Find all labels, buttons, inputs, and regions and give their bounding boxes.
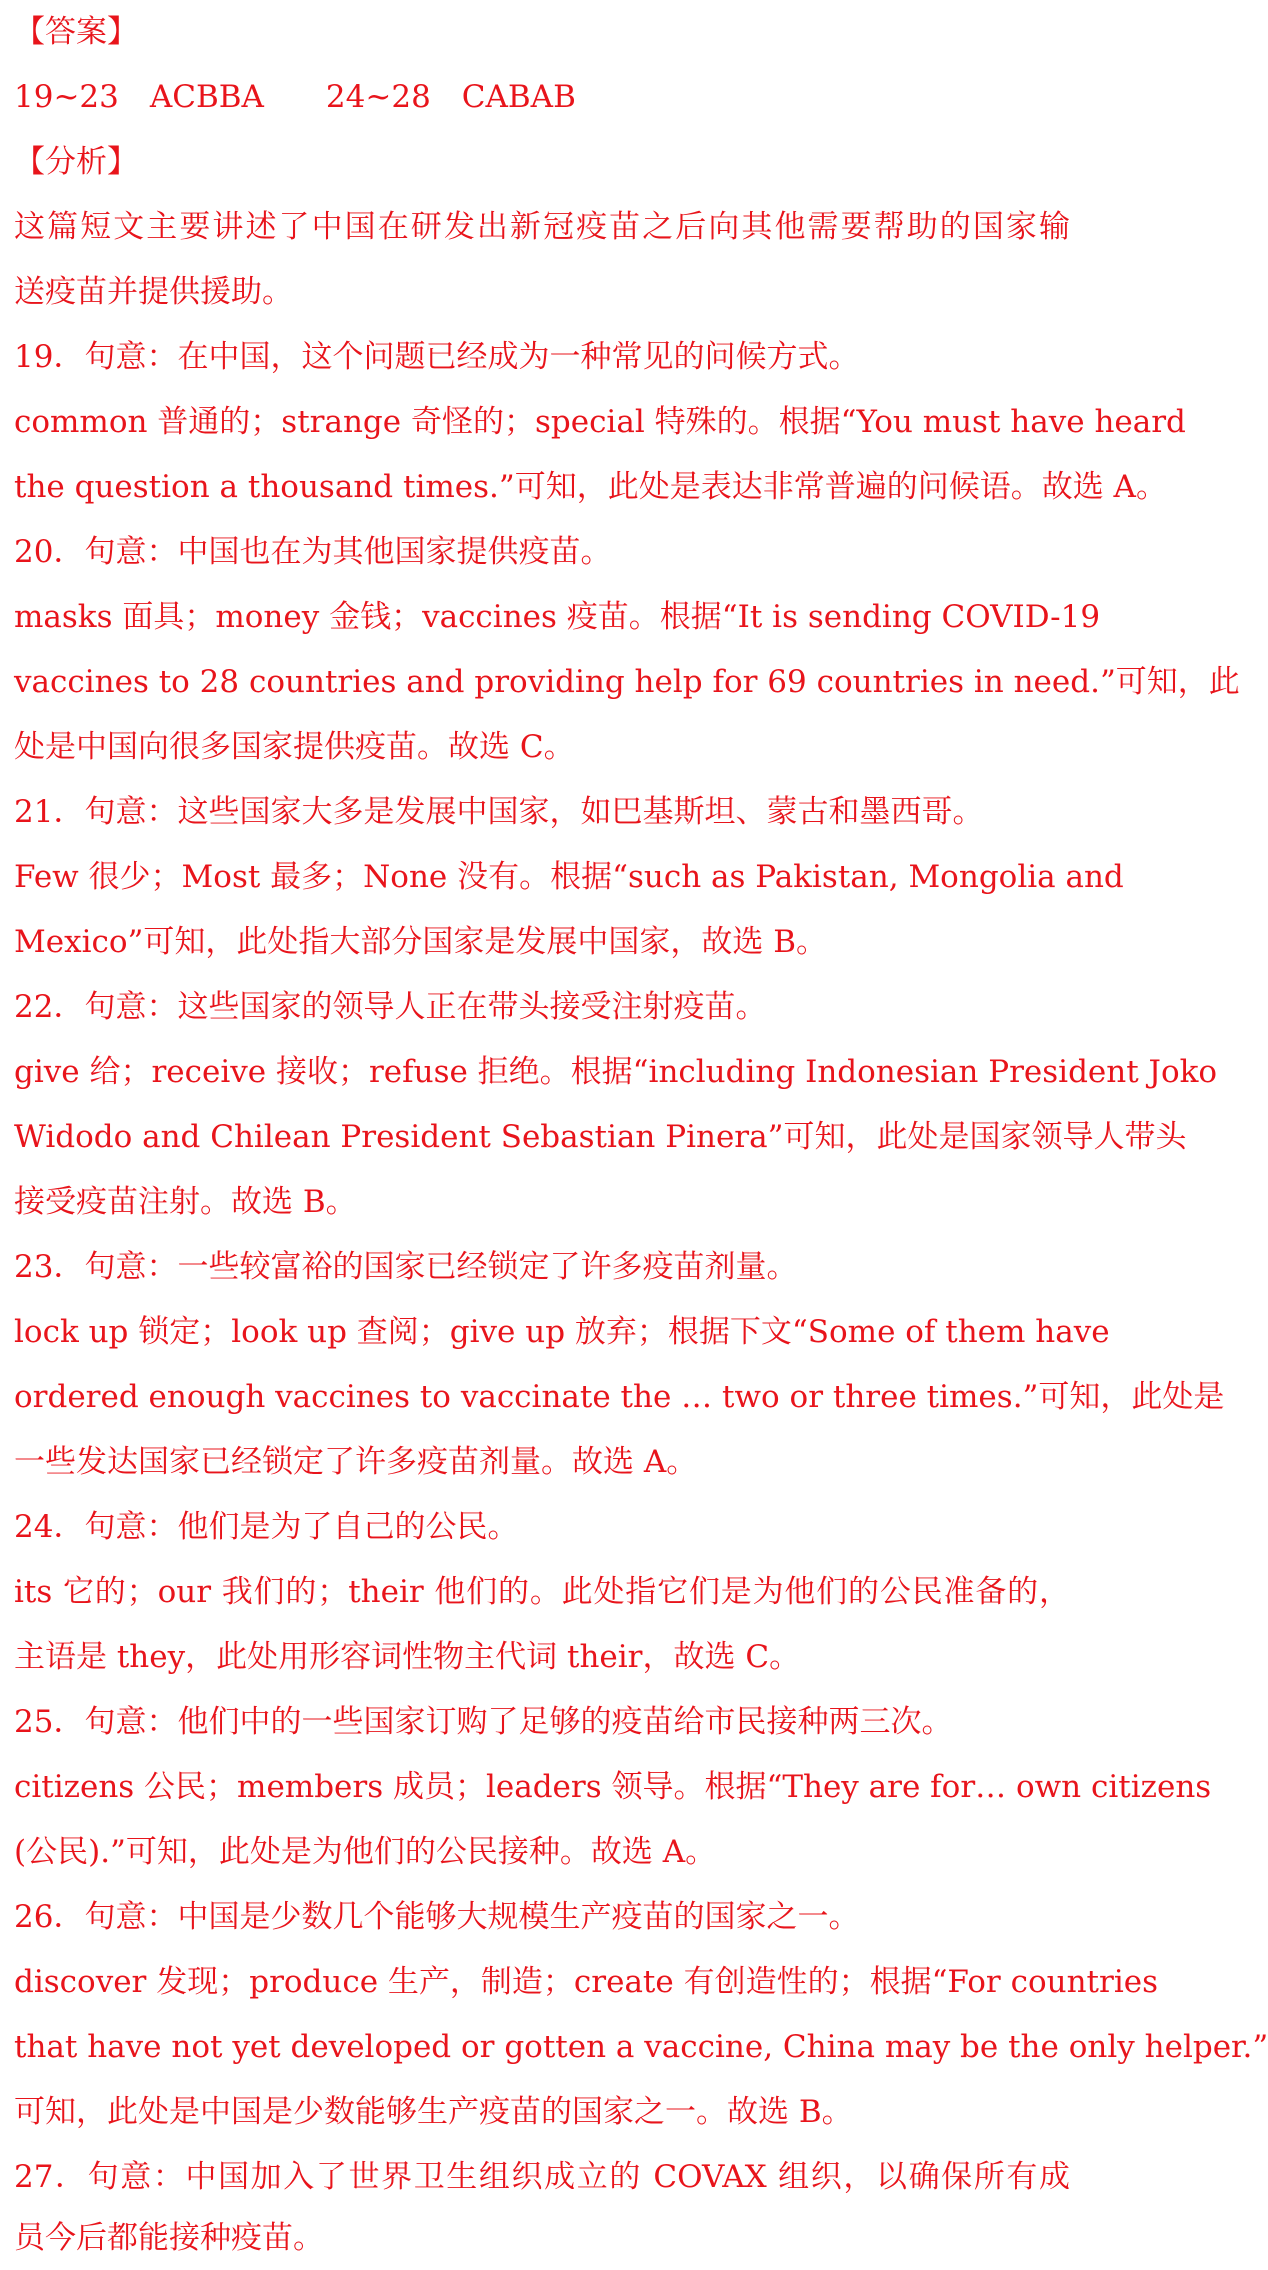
question-26-explanation: that have not yet developed or gotten a vaccine, China may be the only helper.” (14, 2029, 1268, 2065)
question-20-meaning: 20．句意：中国也在为其他国家提供疫苗。 (14, 534, 612, 570)
question-26-explanation: discover 发现；produce 生产，制造；create 有创造性的；根据“For countries (14, 1964, 1158, 2000)
question-26-meaning: 26．句意：中国是少数几个能够大规模生产疫苗的国家之一。 (14, 1899, 860, 1935)
question-20-explanation: vaccines to 28 countries and providing help for 69 countries in need.”可知，此 (14, 664, 1240, 700)
question-19-explanation: common 普通的；strange 奇怪的；special 特殊的。根据“You must have heard (14, 404, 1186, 440)
question-25-explanation: (公民).”可知，此处是为他们的公民接种。故选 A。 (14, 1834, 717, 1870)
question-21-meaning: 21．句意：这些国家大多是发展中国家，如巴基斯坦、蒙古和墨西哥。 (14, 794, 984, 830)
question-23-explanation: ordered enough vaccines to vaccinate the … two or three times.”可知，此处是 (14, 1379, 1225, 1415)
question-19-meaning: 19．句意：在中国，这个问题已经成为一种常见的问候方式。 (14, 339, 860, 375)
question-20-explanation: 处是中国向很多国家提供疫苗。故选 C。 (14, 729, 575, 765)
question-19-explanation: the question a thousand times.”可知，此处是表达非常普遍的问候语。故选 A。 (14, 469, 1167, 505)
analysis-heading: 【分析】 (14, 144, 138, 180)
question-25-meaning: 25．句意：他们中的一些国家订购了足够的疫苗给市民接种两三次。 (14, 1704, 953, 1740)
question-26-explanation: 可知，此处是中国是少数能够生产疫苗的国家之一。故选 B。 (14, 2094, 853, 2130)
question-24-explanation: 主语是 they，此处用形容词性物主代词 their，故选 C。 (14, 1639, 801, 1675)
question-23-meaning: 23．句意：一些较富裕的国家已经锁定了许多疫苗剂量。 (14, 1249, 798, 1285)
question-23-explanation: 一些发达国家已经锁定了许多疫苗剂量。故选 A。 (14, 1444, 698, 1480)
summary-line: 送疫苗并提供援助。 (14, 274, 293, 310)
question-22-explanation: give 给；receive 接收；refuse 拒绝。根据“including Indonesian President Joko (14, 1054, 1218, 1090)
question-20-explanation: masks 面具；money 金钱；vaccines 疫苗。根据“It is sending COVID-19 (14, 599, 1101, 635)
question-21-explanation: Few 很少；Most 最多；None 没有。根据“such as Pakistan, Mongolia and (14, 859, 1124, 895)
question-22-explanation: Widodo and Chilean President Sebastian Pinera”可知，此处是国家领导人带头 (14, 1119, 1187, 1155)
question-22-meaning: 22．句意：这些国家的领导人正在带头接受注射疫苗。 (14, 989, 767, 1025)
answer-heading: 【答案】 (14, 14, 138, 50)
answers-line: 19~23 ACBBA 24~28 CABAB (14, 79, 576, 115)
question-23-explanation: lock up 锁定；look up 查阅；give up 放弃；根据下文“Some of them have (14, 1314, 1110, 1350)
question-21-explanation: Mexico”可知，此处指大部分国家是发展中国家，故选 B。 (14, 924, 827, 960)
question-25-explanation: citizens 公民；members 成员；leaders 领导。根据“They are for… own citizens (14, 1769, 1212, 1805)
question-27-meaning: 27．句意：中国加入了世界卫生组织成立的 COVAX 组织，以确保所有成 (14, 2159, 1070, 2195)
question-27-meaning: 员今后都能接种疫苗。 (14, 2220, 324, 2256)
question-24-explanation: its 它的；our 我们的；their 他们的。此处指它们是为他们的公民准备的， (14, 1574, 1070, 1610)
question-24-meaning: 24．句意：他们是为了自己的公民。 (14, 1509, 519, 1545)
question-22-explanation: 接受疫苗注射。故选 B。 (14, 1184, 357, 1220)
summary-line: 这篇短文主要讲述了中国在研发出新冠疫苗之后向其他需要帮助的国家输 (14, 209, 1070, 245)
